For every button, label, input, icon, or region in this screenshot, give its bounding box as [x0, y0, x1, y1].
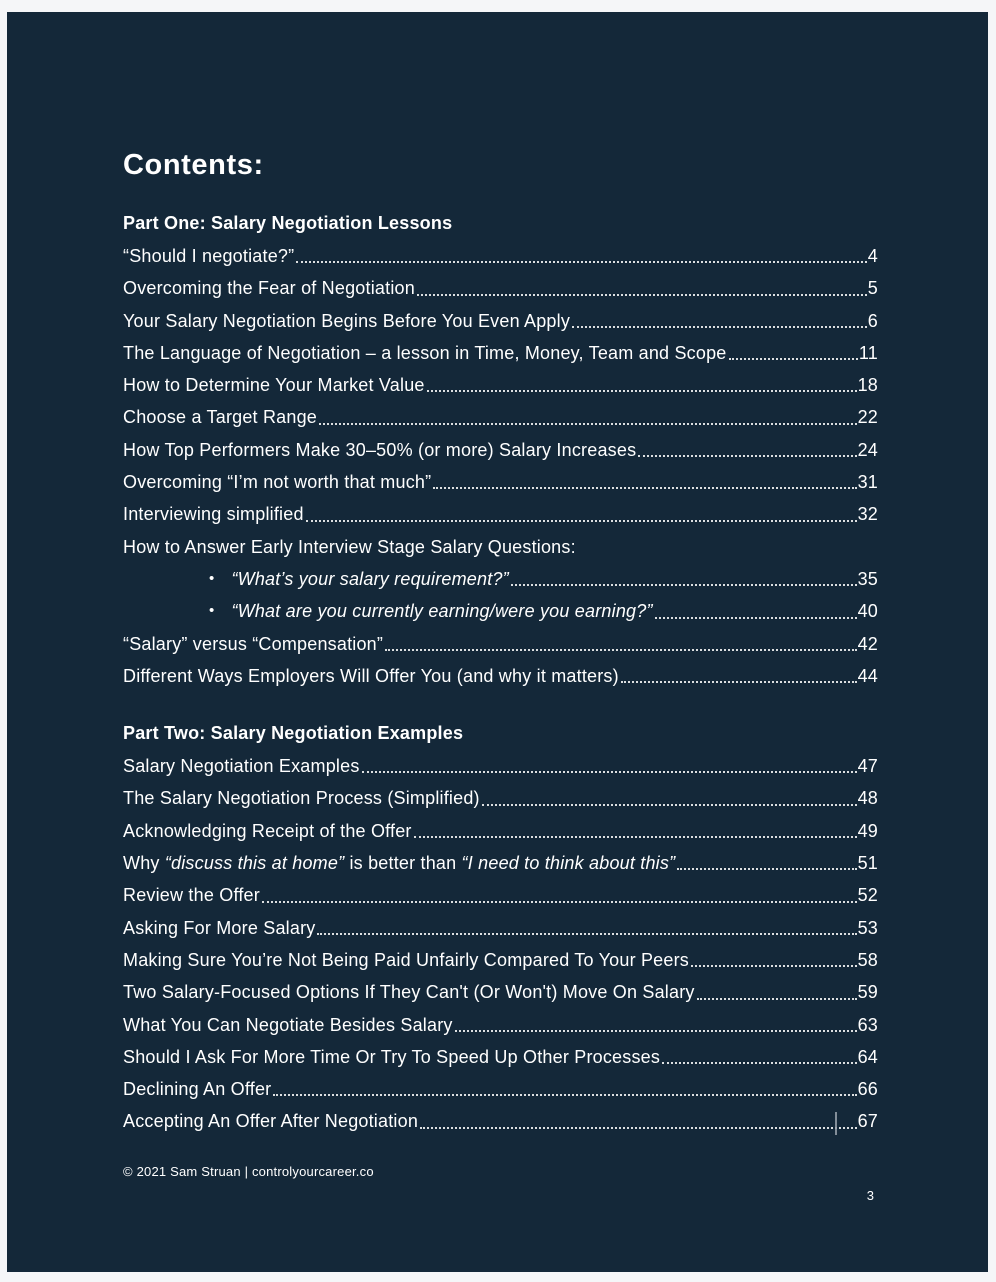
dot-leader	[697, 998, 857, 1000]
entry-label: What You Can Negotiate Besides Salary	[123, 1014, 453, 1035]
toc-entry[interactable]	[123, 976, 878, 1008]
dot-leader	[638, 455, 856, 457]
toc-entry[interactable]	[123, 531, 878, 563]
dot-leader	[427, 390, 857, 392]
entry-page: 59	[857, 982, 878, 1003]
document-page	[7, 12, 988, 1272]
dot-leader	[362, 771, 857, 773]
dot-leader	[482, 804, 857, 806]
dot-leader	[306, 520, 857, 522]
toc-entry[interactable]	[123, 1105, 878, 1137]
toc-entry[interactable]	[123, 1041, 878, 1073]
toc-entry[interactable]	[123, 782, 878, 814]
entry-label: Declining An Offer	[123, 1079, 272, 1100]
entry-page: 53	[857, 917, 878, 938]
entry-label: “Should I negotiate?”	[123, 246, 295, 266]
toc-entry[interactable]	[123, 305, 878, 337]
toc-sections	[123, 212, 878, 1138]
entry-label: Review the Offer	[123, 885, 260, 906]
section-entries	[123, 240, 878, 692]
entry-page: 6	[867, 310, 878, 331]
toc-entry[interactable]	[123, 628, 878, 660]
toc-entry[interactable]	[123, 660, 878, 692]
entry-label: Why “discuss this at home” is better than “I need to think about this”	[123, 853, 676, 874]
entry-label: The Salary Negotiation Process (Simplified)	[123, 788, 480, 809]
entry-label: Interviewing simplified	[123, 504, 304, 525]
entry-label: Asking For More Salary	[123, 917, 316, 938]
dot-leader	[433, 487, 856, 489]
dot-leader	[262, 901, 857, 903]
entry-page: 42	[857, 633, 878, 654]
entry-label: How to Determine Your Market Value	[123, 375, 425, 396]
dot-leader	[691, 965, 857, 967]
entry-page: 66	[857, 1079, 878, 1100]
entry-page: 11	[858, 342, 878, 363]
toc-entry[interactable]	[123, 750, 878, 782]
dot-leader	[417, 294, 867, 296]
toc-entry[interactable]	[123, 240, 878, 272]
section-heading: Part Two: Salary Negotiation Examples	[123, 723, 464, 744]
entry-label: Two Salary-Focused Options If They Can't (Or Won't) Move On Salary	[123, 982, 695, 1003]
entry-label: “What are you currently earning/were you earning?”	[231, 601, 653, 622]
entry-page: 22	[857, 407, 878, 428]
entry-label: How Top Performers Make 30–50% (or more) Salary Increases	[123, 439, 637, 460]
toc-entry[interactable]	[123, 912, 878, 944]
dot-leader	[273, 1094, 856, 1096]
dot-leader	[572, 326, 867, 328]
toc-entry[interactable]	[123, 1009, 878, 1041]
entry-page: 32	[857, 504, 878, 525]
dot-leader	[511, 584, 857, 586]
entry-page: 31	[857, 472, 878, 493]
page-title: Contents:	[123, 149, 264, 181]
page-number: 3	[866, 1187, 874, 1203]
toc-entry[interactable]	[123, 401, 878, 433]
entry-label: The Language of Negotiation – a lesson in Time, Money, Team and Scope	[123, 342, 727, 363]
entry-page: 49	[857, 820, 878, 841]
entry-page: 64	[857, 1046, 878, 1067]
entry-page: 40	[857, 601, 878, 622]
dot-leader	[296, 261, 866, 263]
entry-label: Acknowledging Receipt of the Offer	[123, 820, 412, 841]
toc-section	[123, 212, 878, 692]
entry-page: 5	[867, 278, 878, 299]
entry-page: 58	[857, 949, 878, 970]
entry-page: 4	[867, 246, 878, 266]
entry-page: 47	[857, 756, 878, 777]
dot-leader	[662, 1062, 857, 1064]
toc-entry[interactable]	[123, 847, 878, 879]
dot-leader	[317, 933, 856, 935]
toc-entry[interactable]	[123, 337, 878, 369]
entry-label: “What’s your salary requirement?”	[231, 568, 509, 589]
dot-leader	[655, 617, 857, 619]
bullet-icon: •	[209, 569, 215, 587]
dot-leader	[414, 836, 857, 838]
dot-leader	[729, 358, 858, 360]
entry-page: 67	[857, 1111, 878, 1132]
entry-label: Overcoming the Fear of Negotiation	[123, 278, 415, 299]
toc-section	[123, 722, 878, 1138]
entry-page: 24	[857, 439, 878, 460]
entry-label: Choose a Target Range	[123, 407, 317, 428]
toc-entry[interactable]	[123, 272, 878, 304]
toc-entry[interactable]	[123, 944, 878, 976]
toc-entry[interactable]	[123, 1073, 878, 1105]
section-heading: Part One: Salary Negotiation Lessons	[123, 213, 453, 233]
toc-entry[interactable]	[123, 434, 878, 466]
entry-label: “Salary” versus “Compensation”	[123, 633, 384, 654]
section-entries	[123, 750, 878, 1138]
entry-label: Accepting An Offer After Negotiation	[123, 1111, 419, 1132]
text-cursor	[835, 1112, 837, 1135]
toc-entry[interactable]	[123, 498, 878, 530]
toc-entry[interactable]	[123, 815, 878, 847]
dot-leader	[319, 423, 857, 425]
toc-entry[interactable]	[123, 369, 878, 401]
entry-label: Should I Ask For More Time Or Try To Speed Up Other Processes	[123, 1046, 661, 1067]
toc-entry[interactable]	[123, 466, 878, 498]
bullet-icon: •	[209, 602, 215, 620]
entry-label: How to Answer Early Interview Stage Salary Questions:	[123, 536, 576, 557]
dot-leader	[385, 649, 856, 651]
entry-page: 51	[857, 853, 878, 874]
entry-label: Making Sure You’re Not Being Paid Unfairly Compared To Your Peers	[123, 949, 689, 970]
entry-page: 18	[857, 375, 878, 396]
dot-leader	[677, 868, 856, 870]
entry-label: Your Salary Negotiation Begins Before You Even Apply	[123, 310, 571, 331]
toc-entry[interactable]	[123, 595, 878, 627]
toc-entry[interactable]	[123, 879, 878, 911]
toc-entry[interactable]	[123, 563, 878, 595]
entry-page: 63	[857, 1014, 878, 1035]
entry-page: 48	[857, 788, 878, 809]
entry-page: 44	[857, 665, 878, 686]
entry-page: 52	[857, 885, 878, 906]
dot-leader	[455, 1030, 857, 1032]
dot-leader	[420, 1127, 857, 1129]
entry-label: Different Ways Employers Will Offer You (and why it matters)	[123, 665, 619, 686]
dot-leader	[621, 681, 857, 683]
entry-page: 35	[857, 568, 878, 589]
footer-copyright: © 2021 Sam Struan | controlyourcareer.co	[123, 1163, 374, 1179]
entry-label: Salary Negotiation Examples	[123, 756, 360, 777]
entry-label: Overcoming “I’m not worth that much”	[123, 472, 432, 493]
